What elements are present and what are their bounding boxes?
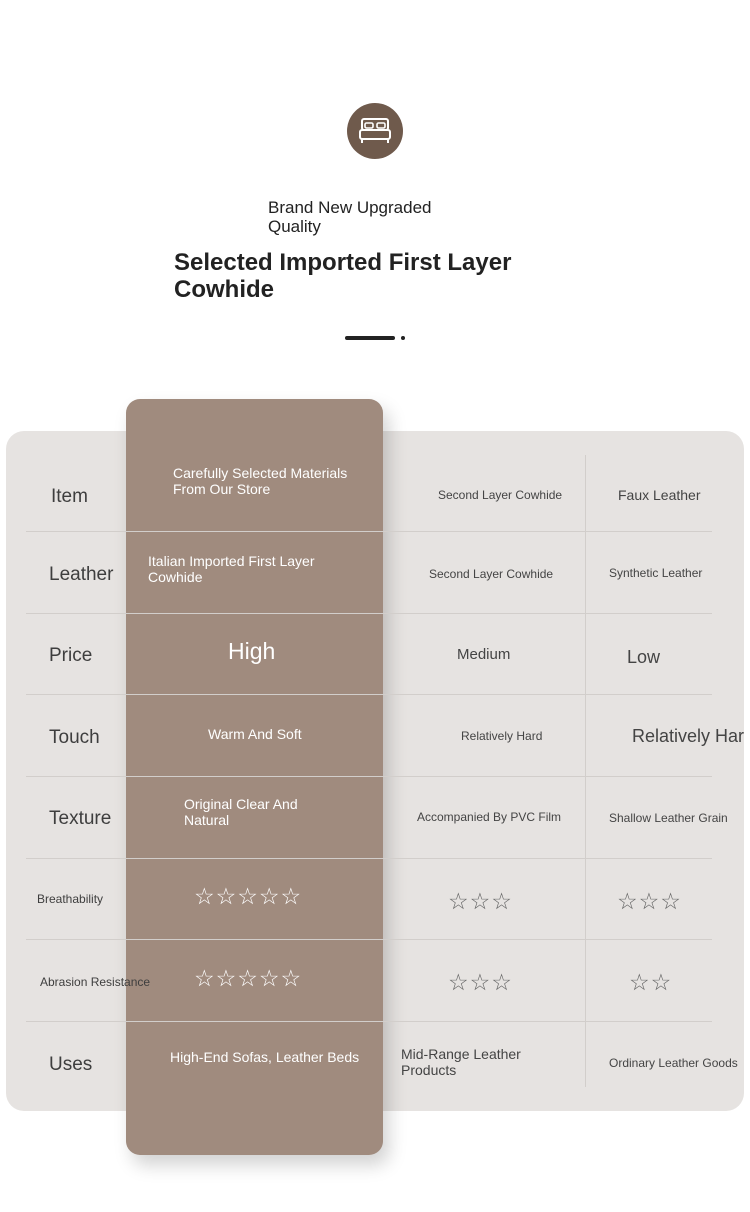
page-title: Selected Imported First Layer Cowhide [174,249,512,303]
mid-cell-leather: Second Layer Cowhide [429,567,554,581]
right-rating-abrasion: ☆☆ [629,968,673,995]
column-divider [585,455,586,1087]
right-cell-touch: Relatively Har [632,725,745,746]
right-cell-leather: Synthetic Leather [609,566,703,580]
highlight-cell-uses: High-End Sofas, Leather Beds [170,1049,360,1065]
mid-cell-price: Medium [457,645,511,663]
row-divider [26,1021,712,1022]
right-cell-texture: Shallow Leather Grain [609,811,728,825]
row-divider [26,939,712,940]
mid-rating-breathability: ☆☆☆ [448,887,513,914]
highlight-rating-breathability: ☆☆☆☆☆ [194,882,303,909]
highlight-cell-touch: Warm And Soft [208,726,302,742]
mid-cell-uses: Mid-Range Leather Products [401,1046,521,1078]
row-label-abrasion: Abrasion Resistance [40,975,151,989]
mid-cell-texture: Accompanied By PVC Film [417,810,562,824]
row-divider [26,613,712,614]
row-label-breathability: Breathability [37,892,104,906]
mid-cell-item: Second Layer Cowhide [438,488,563,502]
row-label-texture: Texture [49,808,112,829]
highlight-cell-texture: Original Clear And Natural [184,796,298,828]
row-label-price: Price [49,645,93,666]
mid-rating-abrasion: ☆☆☆ [448,968,513,995]
row-divider [26,694,712,695]
highlight-cell-leather: Italian Imported First Layer Cowhide [148,553,315,585]
divider-dot [401,336,405,340]
highlight-cell-price: High [228,637,276,664]
row-label-uses: Uses [49,1054,93,1075]
subtitle: Brand New Upgraded Quality [268,198,432,236]
right-cell-item: Faux Leather [618,487,701,503]
row-label-item: Item [51,486,88,507]
right-rating-breathability: ☆☆☆ [617,887,682,914]
highlight-rating-abrasion: ☆☆☆☆☆ [194,964,303,991]
mid-cell-touch: Relatively Hard [461,729,543,743]
bed-icon [357,114,393,148]
row-label-touch: Touch [49,727,100,748]
right-cell-uses: Ordinary Leather Goods [609,1056,738,1070]
bed-icon-badge [347,103,403,159]
divider-dash [345,336,395,340]
right-cell-price: Low [627,646,661,667]
row-divider [26,531,712,532]
row-divider [26,858,712,859]
row-divider [26,776,712,777]
highlight-cell-item: Carefully Selected Materials From Our Store [173,465,348,497]
row-label-leather: Leather [49,564,114,585]
